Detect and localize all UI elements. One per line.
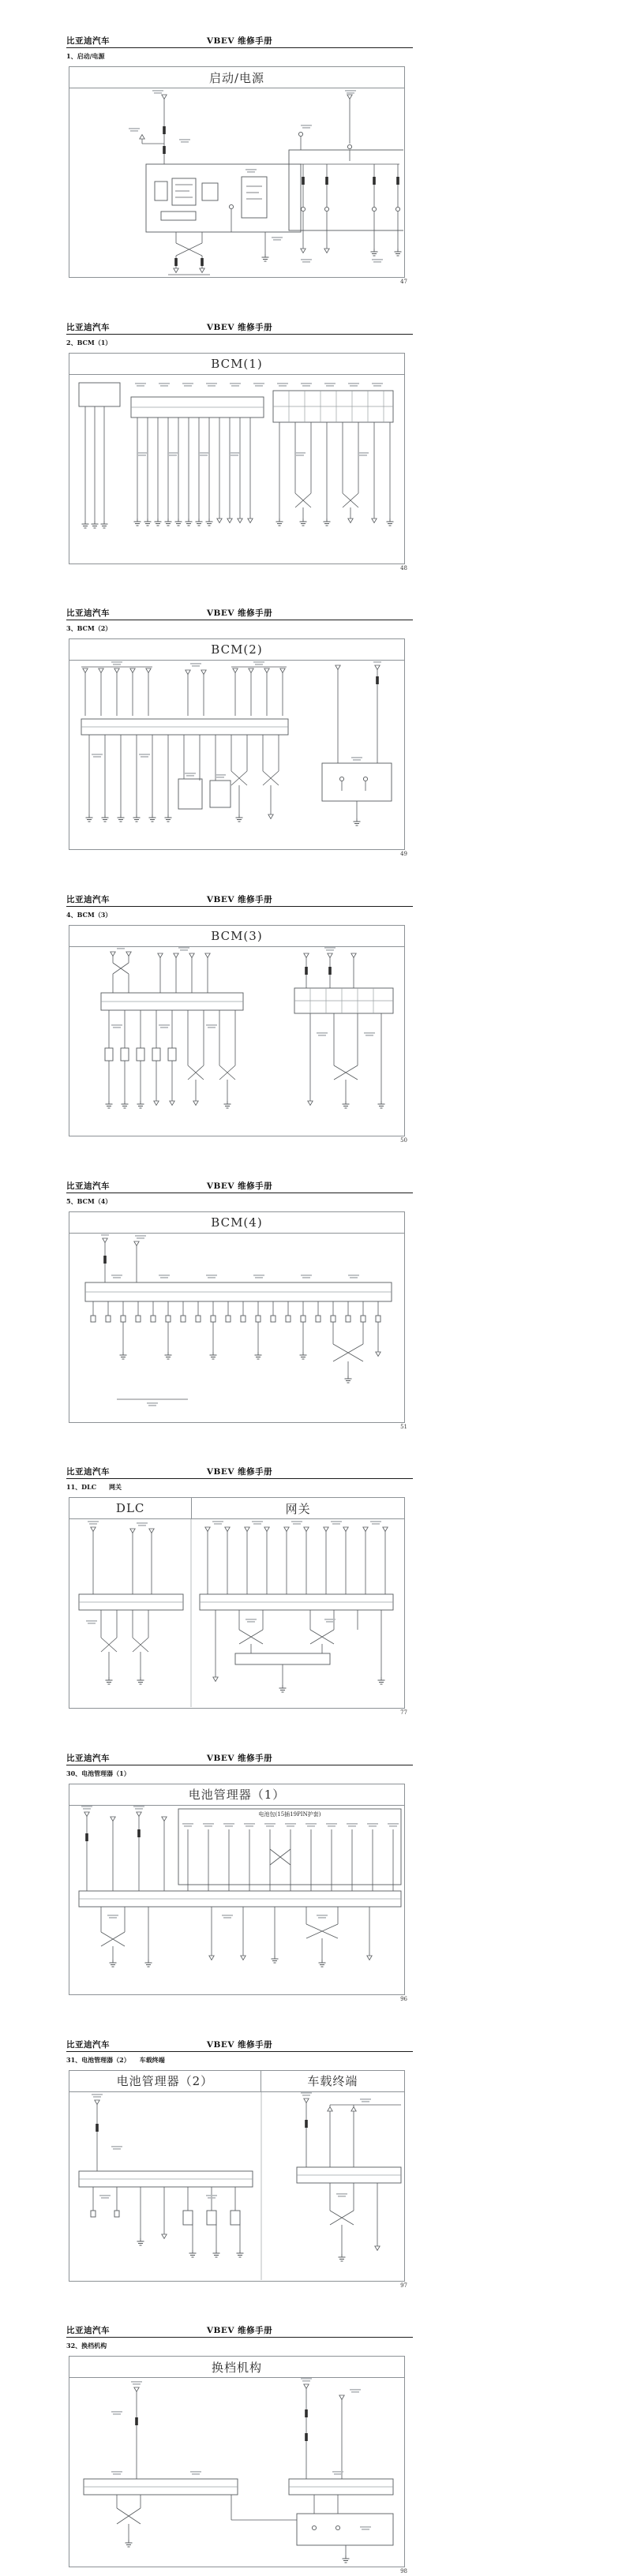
- brand-title: 比亚迪汽车: [66, 36, 110, 46]
- page-number: 50: [400, 1136, 407, 1144]
- diagram-canvas: [69, 88, 404, 277]
- diagram-title: 电池管理器（1）: [188, 1788, 286, 1803]
- diagram-canvas: [69, 1806, 404, 1994]
- diagram-canvas: [69, 661, 404, 849]
- wiring-diagram-svg: [69, 1806, 403, 1994]
- header-rule: [66, 1478, 413, 1479]
- page-number: 49: [400, 851, 407, 858]
- header-rule: [66, 906, 413, 907]
- section-label: 30、电池管理器（1）: [66, 1769, 130, 1777]
- brand-title: 比亚迪汽车: [66, 2326, 110, 2336]
- diagram-canvas: [69, 1234, 404, 1422]
- diagram-title-band: [69, 2071, 404, 2092]
- manual-page: [0, 1717, 626, 2004]
- diagram-canvas: [69, 947, 404, 1136]
- brand-title: 比亚迪汽车: [66, 1753, 110, 1763]
- diagram-title: 换档机构: [211, 2360, 262, 2375]
- diagram-box: [69, 1211, 405, 1423]
- wiring-diagram-svg: [69, 2378, 403, 2566]
- diagram-box: [69, 1497, 405, 1709]
- section-label: 32、换档机构: [66, 2342, 107, 2350]
- section-label: 5、BCM（4）: [66, 1196, 112, 1205]
- diagram-title: BCM(2): [211, 642, 263, 657]
- header-rule: [66, 2051, 413, 2052]
- page-number: 97: [400, 2282, 407, 2289]
- wiring-diagram-svg: [69, 375, 403, 563]
- brand-title: 比亚迪汽车: [66, 1181, 110, 1191]
- wiring-diagram-svg: [69, 88, 403, 276]
- manual-title: VBEV 维修手册: [206, 608, 273, 619]
- diagram-box: [69, 66, 405, 278]
- brand-title: 比亚迪汽车: [66, 2039, 110, 2050]
- diagram-title: BCM(1): [211, 356, 263, 371]
- manual-title: VBEV 维修手册: [206, 1467, 273, 1477]
- diagram-title-band: [69, 1498, 404, 1519]
- section-label: 11、DLC 网关: [66, 1483, 122, 1492]
- manual-page: [0, 0, 626, 286]
- diagram-title-tbox: 车载终端: [261, 2071, 404, 2091]
- manual-page: [0, 572, 626, 859]
- wiring-diagram-svg: [69, 947, 403, 1135]
- page-number: 98: [400, 2568, 407, 2575]
- diagram-box: [69, 1784, 405, 1995]
- section-label: 4、BCM（3）: [66, 910, 112, 919]
- diagram-title-band: [69, 1212, 404, 1234]
- wiring-diagram-svg: [69, 2092, 403, 2280]
- diagram-box: [69, 2356, 405, 2567]
- diagram-box: [69, 2070, 405, 2282]
- page-number: 77: [400, 1709, 407, 1717]
- manual-title: VBEV 维修手册: [206, 1181, 273, 1191]
- manual-page: [0, 286, 626, 573]
- page-number: 51: [400, 1423, 407, 1430]
- diagram-canvas: [69, 375, 404, 564]
- diagram-title: 启动/电源: [208, 70, 265, 85]
- manual-title: VBEV 维修手册: [206, 894, 273, 904]
- diagram-box: [69, 925, 405, 1136]
- diagram-title-dlc: DLC: [115, 1501, 145, 1516]
- manual-title: VBEV 维修手册: [206, 36, 273, 46]
- diagram-title-bms2: 电池管理器（2）: [116, 2074, 214, 2089]
- diagram-title-band: [69, 1784, 404, 1806]
- header-rule: [66, 2337, 413, 2338]
- diagram-title-band: [69, 354, 404, 375]
- wiring-diagram-svg: [69, 661, 403, 848]
- manual-title: VBEV 维修手册: [206, 1753, 273, 1763]
- diagram-title-gateway: 网关: [191, 1498, 404, 1518]
- brand-title: 比亚迪汽车: [66, 608, 110, 619]
- brand-title: 比亚迪汽车: [66, 894, 110, 904]
- brand-title: 比亚迪汽车: [66, 1467, 110, 1477]
- header-rule: [66, 47, 413, 48]
- manual-page: [0, 859, 626, 1145]
- diagram-title-band: [69, 67, 404, 88]
- brand-title: 比亚迪汽车: [66, 322, 110, 332]
- diagram-title: BCM(4): [211, 1215, 263, 1230]
- manual-page: [0, 1431, 626, 1717]
- page-number: 96: [400, 1995, 407, 2002]
- section-label: 3、BCM（2）: [66, 624, 112, 633]
- diagram-box: [69, 638, 405, 850]
- manual-page: [0, 2290, 626, 2576]
- page-number: 48: [400, 564, 407, 571]
- manual-title: VBEV 维修手册: [206, 2326, 273, 2336]
- manual-title: VBEV 维修手册: [206, 322, 273, 332]
- wiring-diagram-svg: [69, 1519, 403, 1707]
- manual-title: VBEV 维修手册: [206, 2039, 273, 2050]
- manual-page: [0, 2004, 626, 2290]
- diagram-title: BCM(3): [211, 928, 263, 943]
- section-label: 1、启动/电源: [66, 52, 105, 60]
- manual-page: [0, 1145, 626, 1432]
- diagram-box: [69, 353, 405, 564]
- section-label: 31、电池管理器（2） 车载终端: [66, 2055, 165, 2064]
- diagram-title-band: [69, 2357, 404, 2378]
- diagram-canvas: [69, 2378, 404, 2567]
- battery-pack-sublabel: 电池包(15插19PIN护套): [258, 1810, 321, 1818]
- wiring-diagram-svg: [69, 1234, 403, 1421]
- diagram-canvas: [69, 2092, 404, 2281]
- diagram-canvas: [69, 1519, 404, 1708]
- diagram-title-band: [69, 926, 404, 947]
- header-rule: [66, 334, 413, 335]
- diagram-title-band: [69, 639, 404, 661]
- page-number: 47: [400, 279, 407, 285]
- section-label: 2、BCM（1）: [66, 338, 112, 346]
